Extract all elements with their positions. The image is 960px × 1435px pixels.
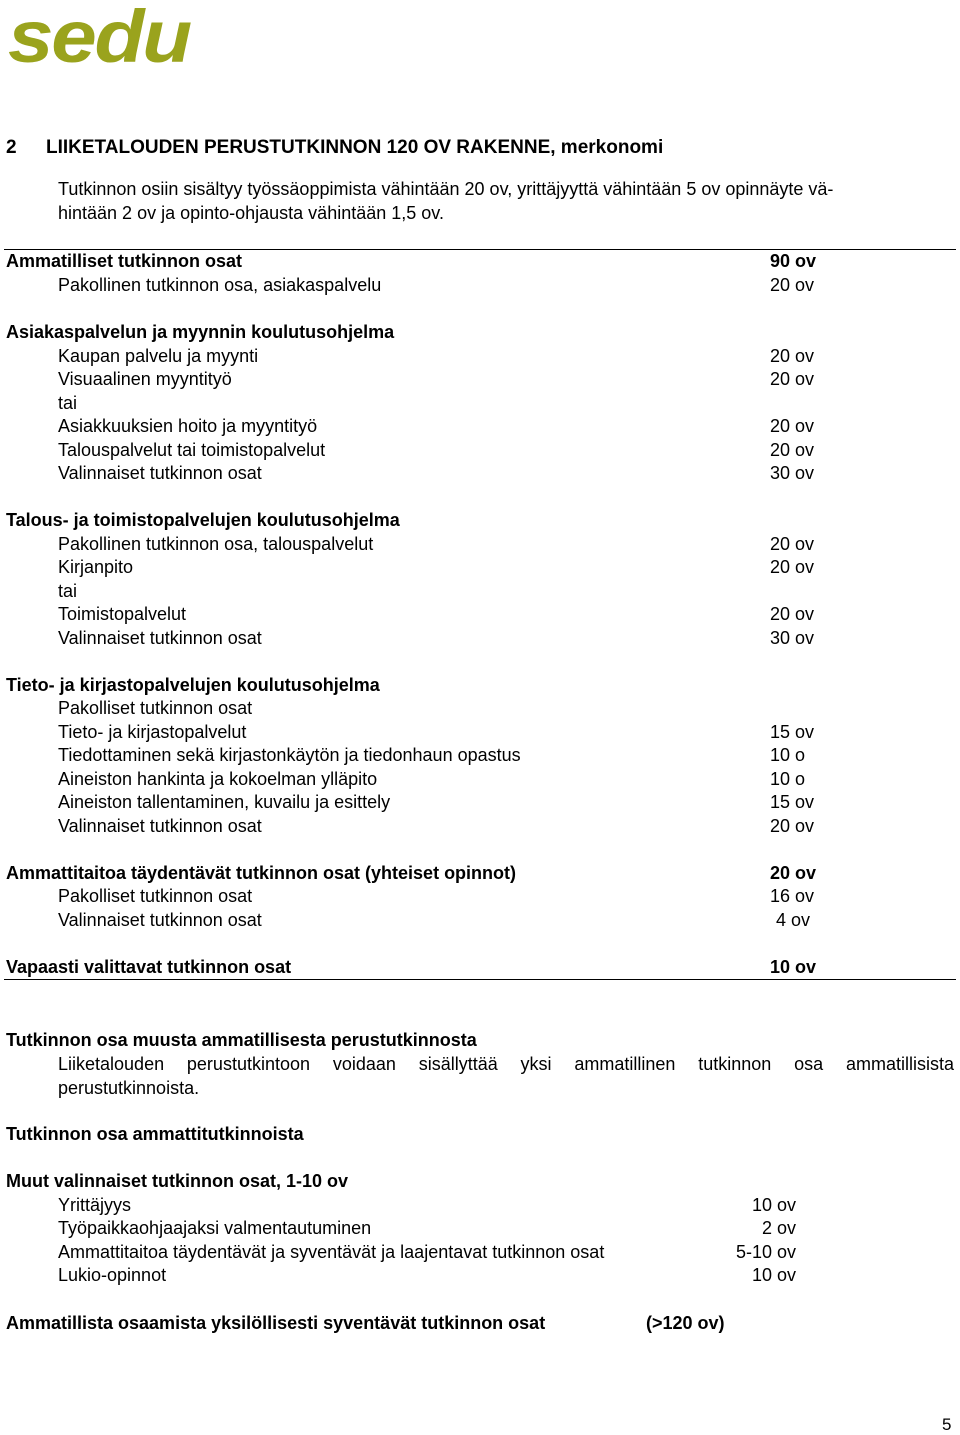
logo-text: sedu bbox=[8, 4, 191, 68]
row-value: 90 ov bbox=[770, 251, 817, 271]
sedu-logo bbox=[8, 4, 192, 68]
row-label: Asiakaspalvelun ja myynnin koulutusohjelma bbox=[6, 322, 395, 342]
row-label: Tieto- ja kirjastopalvelut bbox=[58, 722, 247, 742]
intro-line: hintään 2 ov ja opinto-ohjausta vähintään 1,5 ov. bbox=[58, 202, 444, 223]
row-label: tai bbox=[58, 581, 78, 601]
optional-item-value: 10 ov bbox=[751, 1195, 796, 1215]
row-label: Pakollinen tutkinnon osa, asiakaspalvelu bbox=[58, 275, 382, 295]
row-label: Talous- ja toimistopalvelujen koulutusohjelma bbox=[6, 510, 400, 530]
optional-item-label: Yrittäjyys bbox=[58, 1195, 132, 1215]
row-value: 16 ov bbox=[770, 886, 815, 906]
section-optional-title-text: Muut valinnaiset tutkinnon osat, 1-10 ov bbox=[6, 1171, 349, 1191]
row-label: Aineiston tallentaminen, kuvailu ja esittely bbox=[58, 792, 391, 812]
row-label: Aineiston hankinta ja kokoelman ylläpito bbox=[58, 769, 378, 789]
row-value: 30 ov bbox=[770, 628, 815, 648]
optional-item-label: Ammattitaitoa täydentävät ja syventävät ja laajentavat tutkinnon osat bbox=[58, 1242, 605, 1262]
row-label: tai bbox=[58, 393, 78, 413]
optional-item-label: Lukio-opinnot bbox=[58, 1265, 167, 1285]
row-label: Valinnaiset tutkinnon osat bbox=[58, 463, 262, 483]
row-label: Valinnaiset tutkinnon osat bbox=[58, 816, 262, 836]
section-other-text: Liiketalouden perustutkintoon voidaan sisällyttää yksi ammatillinen tutkinnon osa ammatillisista perustutkinnoista. bbox=[58, 1054, 954, 1098]
individual-deepening-line bbox=[6, 1312, 725, 1335]
section-title: LIIKETALOUDEN PERUSTUTKINNON 120 OV RAKENNE, merkonomi bbox=[46, 137, 664, 158]
row-label: Valinnaiset tutkinnon osat bbox=[58, 910, 262, 930]
optional-item-label: Työpaikkaohjaajaksi valmentautuminen bbox=[58, 1218, 372, 1238]
row-label: Valinnaiset tutkinnon osat bbox=[58, 628, 262, 648]
optional-item-value: 10 ov bbox=[751, 1265, 796, 1285]
row-value: 10 ov bbox=[770, 957, 817, 977]
row-value: 15 ov bbox=[770, 792, 815, 812]
row-label: Kaupan palvelu ja myynti bbox=[58, 346, 259, 366]
row-label: Tieto- ja kirjastopalvelujen koulutusohjelma bbox=[6, 675, 380, 695]
row-value: 20 ov bbox=[770, 346, 815, 366]
intro-line: Tutkinnon osiin sisältyy työssäoppimista vähintään 20 ov, yrittäjyyttä vähintään 5 ov opinnäyte vä- bbox=[58, 179, 834, 199]
row-label: Pakolliset tutkinnon osat bbox=[58, 886, 253, 906]
row-value: 20 ov bbox=[770, 534, 815, 554]
row-label: Pakollinen tutkinnon osa, talouspalvelut bbox=[58, 534, 374, 554]
optional-item-value: 2 ov bbox=[761, 1218, 796, 1238]
individual-deepening-label: Ammatillista osaamista yksilöllisesti syventävät tutkinnon osat bbox=[6, 1313, 546, 1333]
row-value: 4 ov bbox=[776, 910, 811, 930]
row-label: Pakolliset tutkinnon osat bbox=[58, 698, 253, 718]
intro-paragraph bbox=[58, 178, 942, 225]
row-label: Vapaasti valittavat tutkinnon osat bbox=[6, 957, 292, 977]
row-value: 10 o bbox=[770, 745, 806, 765]
row-label: Ammatilliset tutkinnon osat bbox=[6, 251, 243, 271]
individual-deepening-value: (>120 ov) bbox=[646, 1313, 725, 1333]
row-value: 20 ov bbox=[770, 440, 815, 460]
row-value: 20 ov bbox=[770, 275, 815, 295]
row-label: Ammattitaitoa täydentävät tutkinnon osat (yhteiset opinnot) bbox=[6, 863, 517, 883]
page-number: 5 bbox=[942, 1415, 952, 1434]
optional-item-value: 5-10 ov bbox=[735, 1242, 796, 1262]
row-value: 10 o bbox=[770, 769, 806, 789]
section-vocational-title-text: Tutkinnon osa ammattitutkinnoista bbox=[6, 1124, 304, 1144]
row-label: Tiedottaminen sekä kirjastonkäytön ja tiedonhaun opastus bbox=[58, 745, 521, 765]
row-value: 20 ov bbox=[770, 816, 815, 836]
section-number: 2 bbox=[6, 137, 17, 158]
row-label: Kirjanpito bbox=[58, 557, 134, 577]
row-value: 20 ov bbox=[770, 557, 815, 577]
section-other-title-text: Tutkinnon osa muusta ammatillisesta perustutkinnosta bbox=[6, 1030, 477, 1050]
row-value: 20 ov bbox=[770, 863, 817, 883]
row-value: 20 ov bbox=[770, 416, 815, 436]
row-label: Visuaalinen myyntityö bbox=[58, 369, 232, 389]
row-value: 15 ov bbox=[770, 722, 815, 742]
row-value: 20 ov bbox=[770, 604, 815, 624]
row-value: 30 ov bbox=[770, 463, 815, 483]
row-value: 20 ov bbox=[770, 369, 815, 389]
table-bottom-rule bbox=[4, 979, 956, 980]
row-label: Talouspalvelut tai toimistopalvelut bbox=[58, 440, 326, 460]
row-label: Asiakkuuksien hoito ja myyntityö bbox=[58, 416, 318, 436]
section-heading bbox=[6, 137, 663, 159]
row-label: Toimistopalvelut bbox=[58, 604, 187, 624]
